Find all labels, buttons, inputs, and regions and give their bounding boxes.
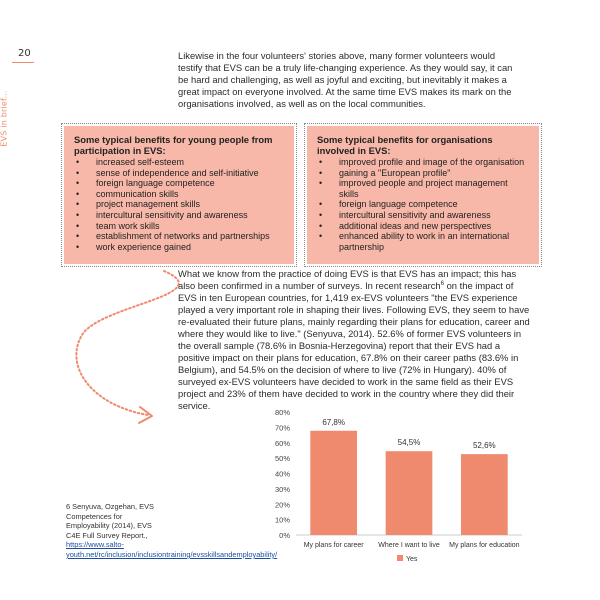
list-item: • establishment of networks and partnerships [74,231,284,242]
y-tick-label: 80% [274,408,290,417]
page-number: 20 [18,48,31,59]
impact-bar-chart [260,402,530,582]
list-item: • gaining a "European profile" [317,168,529,179]
benefits-young-people-list [74,157,284,252]
data-label: 67,8% [322,417,346,427]
footnote-link[interactable]: https://www.salto-youth.net/rc/inclusion/inclusiontraining/evsskillsandemployability/ [66,540,278,559]
bar [386,451,433,535]
main-paragraph-part2: on the impact of EVS in ten European countries, for 1,419 ex-EVS volunteers "the EVS experience played a very important role in shaping their lives. Following EVS, they seem to have re-evaluated their future plans, mainly regarding their plans for education, career and where they would like to live." (Senyuva, 2014). 52.6% of former EVS volunteers in the overall sample (78.6% in Bosnia-Herzegovina) report that their EVS had a positive impact on their plans for education, 67.8% on their career paths (83.6% in Belgium), and 54.5% on the decision of where to live (72% in Hungary). 40% of surveyed ex-EVS volunteers have decided to work in the same field as their EVS project and 23% of them have decided to work in the country where they did their service. [178,280,530,411]
y-tick-label: 0% [279,531,290,540]
bar [310,431,357,535]
legend-label: Yes [406,556,418,563]
benefits-organisations-box [307,126,539,264]
list-item: • improved people and project management skills [317,178,529,199]
data-label: 54,5% [397,438,421,448]
list-item: • work experience gained [74,242,284,253]
x-tick-label: My plans for education [449,542,520,549]
y-tick-label: 50% [274,454,290,464]
header-rule [12,62,34,63]
main-paragraph [178,268,532,412]
list-item: • project management skills [74,199,284,210]
y-tick-label: 10% [274,515,290,525]
y-tick-label: 40% [274,469,290,479]
footnote-text: 6 Senyuva, Ozgehan, EVS Competences for Employability (2014), EVS C4E Full Survey Report., [66,502,154,540]
list-item: • team work skills [74,221,284,232]
list-item: • communication skills [74,189,284,200]
benefits-organisations-title: Some typical benefits for organisations involved in EVS: [317,134,493,156]
main-paragraph-part1: What we know from the practice of doing EVS is that EVS has an impact; this has also been confirmed in a number of surveys. In recent research [178,268,517,291]
list-item: • improved profile and image of the organisation [317,157,529,168]
benefits-organisations-list [317,157,529,252]
list-item: • intercultural sensitivity and awareness [74,210,284,221]
curved-arrow-icon [60,265,180,435]
y-tick-label: 60% [274,438,290,448]
list-item: • enhanced ability to work in an international partnership [317,231,529,252]
x-tick-label: My plans for career [303,542,364,549]
y-tick-label: 70% [274,423,290,433]
x-tick-label: Where I want to live [378,542,440,549]
list-item: • increased self-esteem [74,157,284,168]
y-tick-label: 20% [274,500,290,510]
benefits-young-people-box [64,126,294,264]
data-label: 52,6% [472,441,496,451]
intro-paragraph: Likewise in the four volunteers' stories above, many former volunteers would testify that EVS can be a truly life-changing experience. As they would say, it can be hard and challenging, as well as joyful and exciting, but inevitably it makes a great impact on everyone involved. At the same time EVS makes its mark on the organisations involved, as well as on the local communities. [178,50,513,109]
list-item: • intercultural sensitivity and awareness [317,210,529,221]
list-item: • foreign language competence [317,199,529,210]
legend-swatch [397,555,403,561]
footnote [66,502,278,560]
footnote-reference[interactable]: 6 [440,280,444,287]
side-label [0,80,22,160]
bar [461,454,508,535]
list-item: • additional ideas and new perspectives [317,221,529,232]
list-item: • foreign language competence [74,178,284,189]
list-item: • sense of independence and self-initiative [74,168,284,179]
benefits-young-people-title: Some typical benefits for young people from participation in EVS: [74,134,273,156]
y-tick-label: 30% [274,484,290,494]
side-label-text: EVS in brief... [0,90,9,147]
